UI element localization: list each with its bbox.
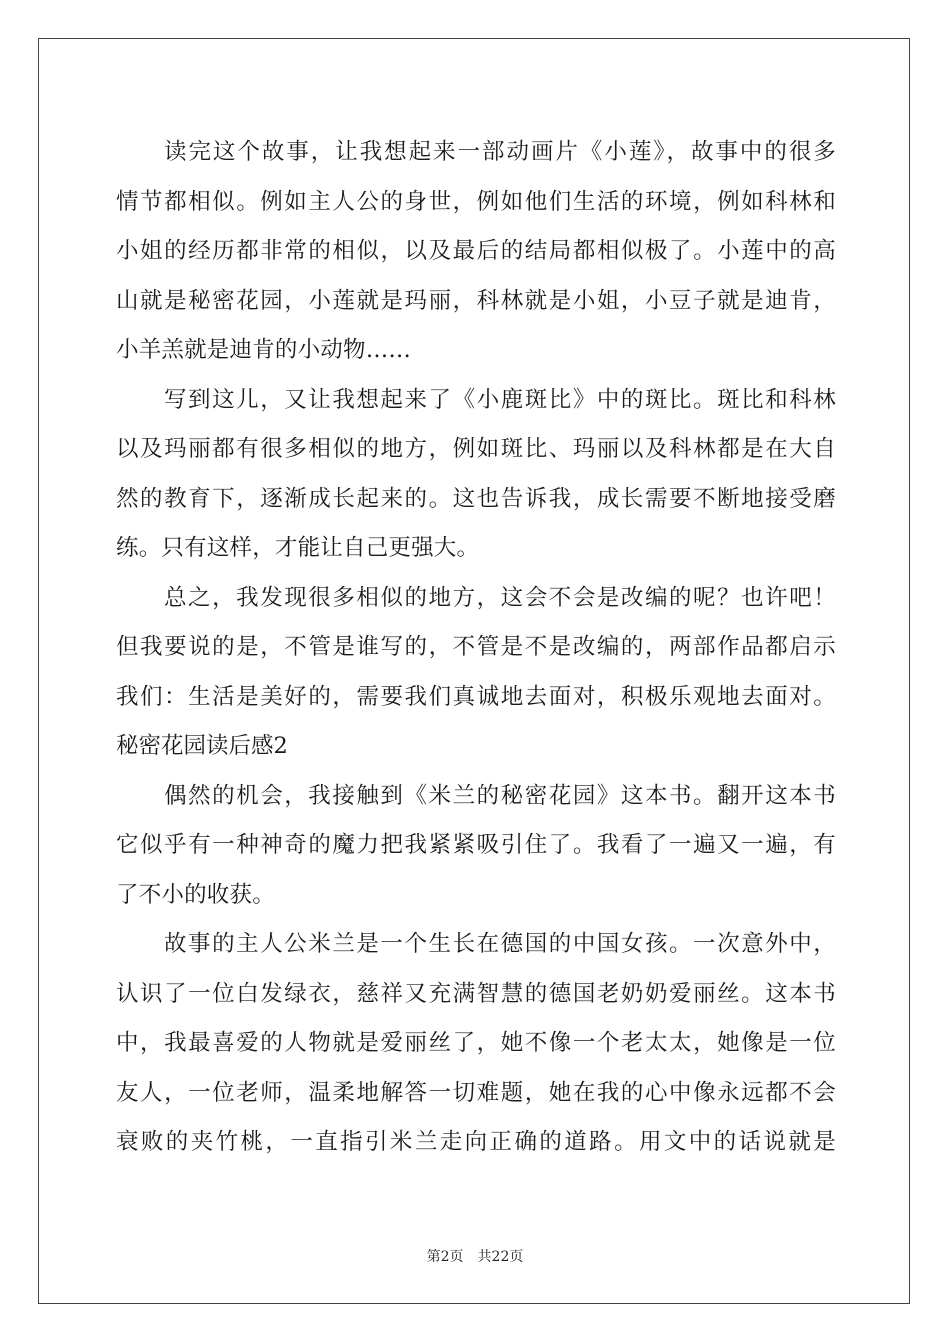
text-line: 然的教育下，逐渐成长起来的。这也告诉我，成长需要不断地接受磨 — [116, 485, 836, 512]
text-line: 练。只有这样，才能让自己更强大。 — [116, 535, 480, 561]
text-line: 读完这个故事，让我想起来一部动画片《小莲》，故事中的很多 — [164, 139, 836, 165]
page-number-footer: 第2页 共22页 — [426, 1249, 524, 1265]
paragraph — [116, 772, 836, 921]
text-line: 中，我最喜爱的人物就是爱丽丝了，她不像一个老太太，她像是一位 — [116, 1030, 836, 1056]
paragraph — [116, 920, 836, 1168]
section-heading: 秘密花园读后感2 — [116, 733, 288, 759]
text-line: 以及玛丽都有很多相似的地方，例如斑比、玛丽以及科林都是在大自 — [116, 436, 836, 462]
text-line: 情节都相似。例如主人公的身世，例如他们生活的环境，例如科林和 — [116, 188, 836, 215]
text-line: 它似乎有一种神奇的魔力把我紧紧吸引住了。我看了一遍又一遍，有 — [116, 832, 836, 858]
text-line: 但我要说的是，不管是谁写的，不管是不是改编的，两部作品都启示 — [116, 634, 836, 660]
text-line: 认识了一位白发绿衣，慈祥又充满智慧的德国老奶奶爱丽丝。这本书 — [116, 980, 836, 1007]
paragraph — [116, 128, 836, 376]
paragraph — [116, 376, 836, 574]
text-line: 小羊羔就是迪肯的小动物…… — [116, 337, 412, 363]
paragraph — [116, 574, 836, 723]
text-line: 故事的主人公米兰是一个生长在德国的中国女孩。一次意外中， — [164, 931, 836, 957]
document-body — [116, 128, 836, 1168]
text-line: 小姐的经历都非常的相似，以及最后的结局都相似极了。小莲中的高 — [116, 238, 836, 264]
text-line: 总之，我发现很多相似的地方，这会不会是改编的呢？也许吧！ — [164, 584, 836, 611]
text-line: 衰败的夹竹桃，一直指引米兰走向正确的道路。用文中的话说就是 — [116, 1129, 836, 1155]
text-line: 了不小的收获。 — [116, 881, 275, 908]
text-line: 偶然的机会，我接触到《米兰的秘密花园》这本书。翻开这本书 — [164, 782, 836, 809]
text-line: 山就是秘密花园，小莲就是玛丽，科林就是小姐，小豆子就是迪肯， — [116, 287, 836, 314]
text-line: 我们：生活是美好的，需要我们真诚地去面对，积极乐观地去面对。 — [116, 683, 836, 710]
text-line: 写到这儿，又让我想起来了《小鹿斑比》中的斑比。斑比和科林 — [164, 386, 836, 413]
text-line: 友人，一位老师，温柔地解答一切难题，她在我的心中像永远都不会 — [116, 1079, 836, 1106]
